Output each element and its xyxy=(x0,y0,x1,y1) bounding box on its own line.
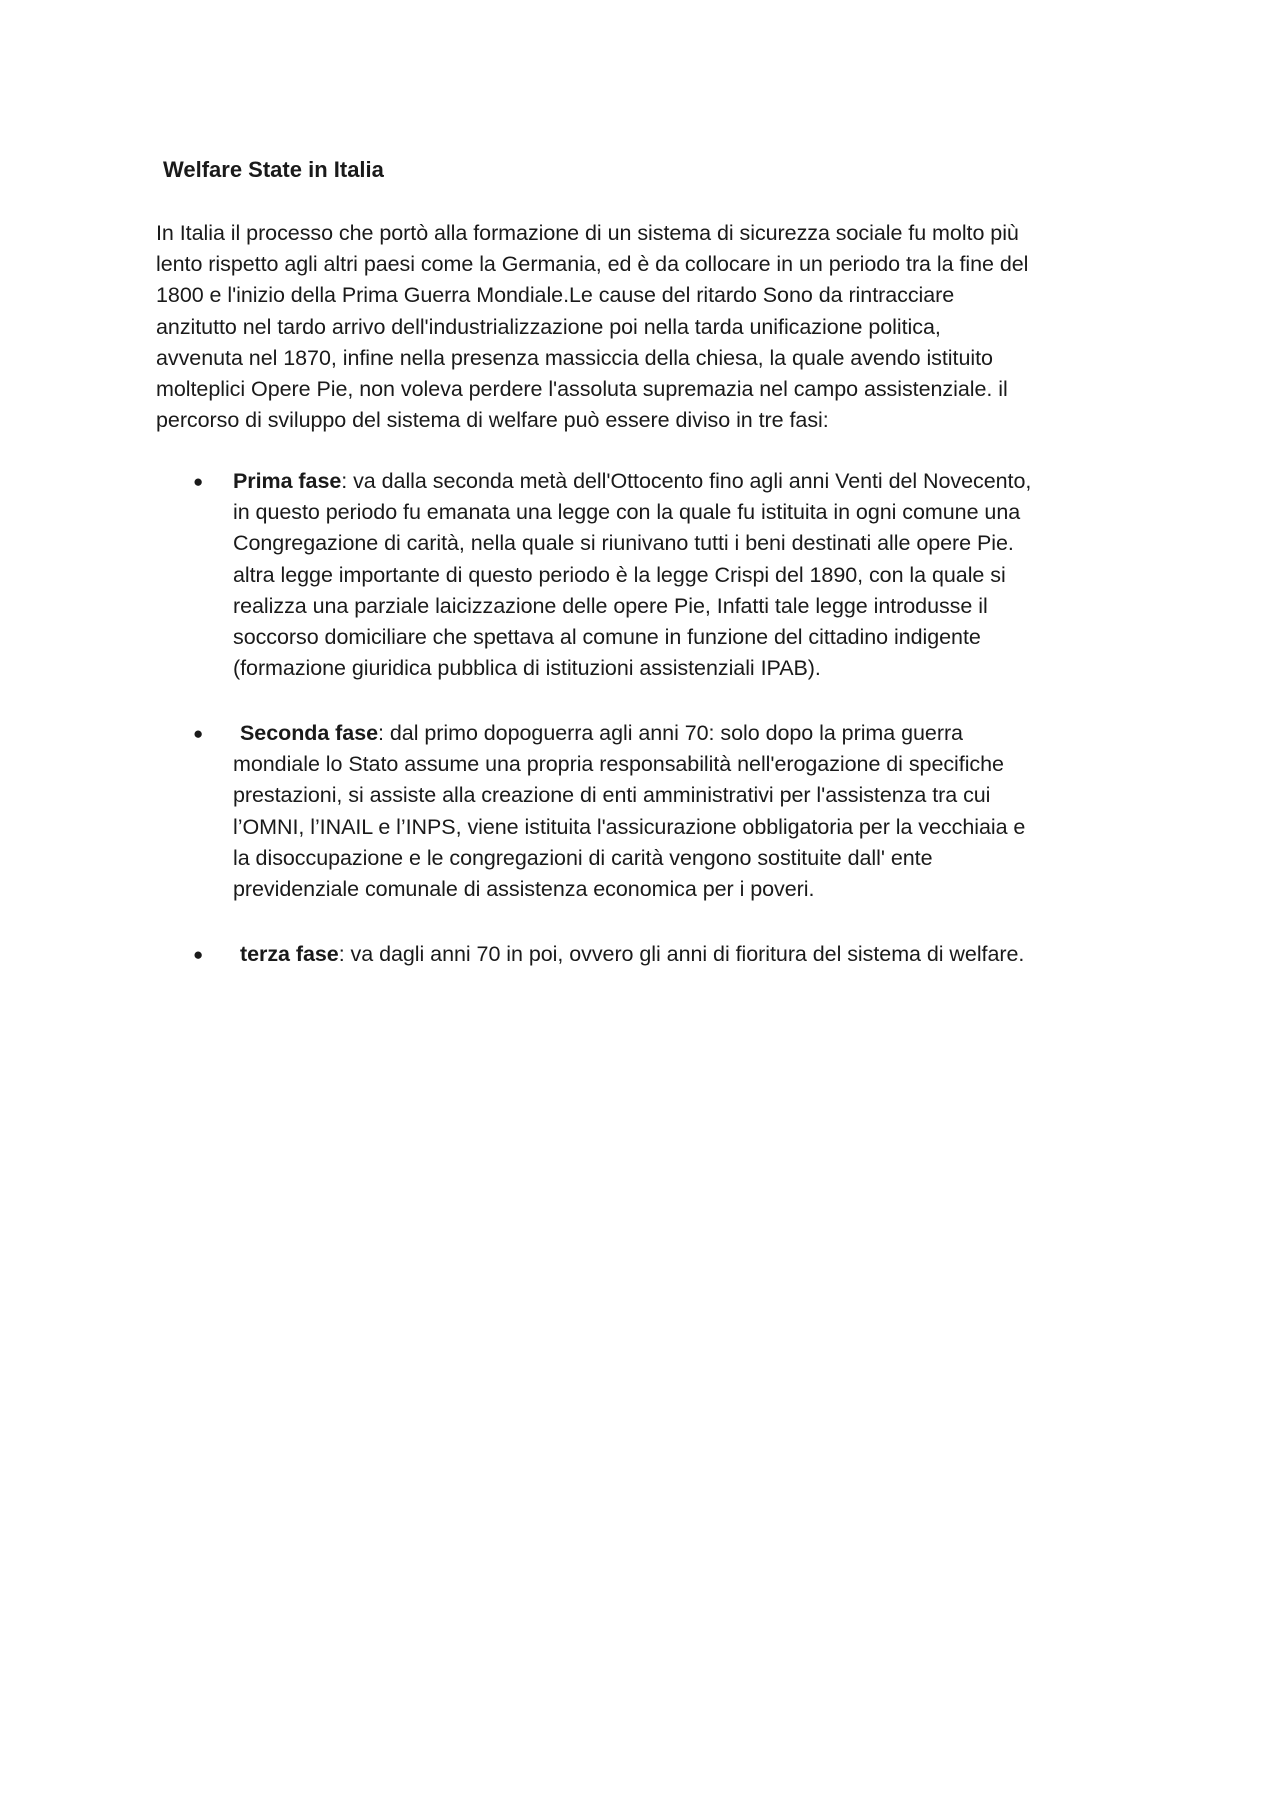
bullet-dot-icon: ● xyxy=(193,945,204,964)
phase-first-line-text: : dal primo dopoguerra agli anni 70: solo dopo la prima guerra xyxy=(378,721,963,745)
phase-line: l’OMNI, l’INAIL e l’INPS, viene istituita l'assicurazione obbligatoria per la vecchiaia e xyxy=(233,814,1026,839)
phase-paragraph xyxy=(233,939,1153,970)
phase-term: terza fase xyxy=(240,942,339,966)
phase-line: in questo periodo fu emanata una legge con la quale fu istituita in ogni comune una xyxy=(233,500,1021,525)
phase-first-line xyxy=(233,718,1153,749)
phase-first-line-text: : va dalla seconda metà dell'Ottocento fino agli anni Venti del Novecento, xyxy=(341,469,1032,493)
intro-line: lento rispetto agli altri paesi come la Germania, ed è da collocare in un periodo tra la fine del xyxy=(156,252,1029,277)
phase-paragraph xyxy=(233,718,1153,905)
phase-line: soccorso domiciliare che spettava al comune in funzione del cittadino indigente xyxy=(233,625,981,650)
phase-paragraph xyxy=(233,466,1153,684)
phase-term: Seconda fase xyxy=(240,721,379,745)
intro-line: In Italia il processo che portò alla formazione di un sistema di sicurezza sociale fu molto più xyxy=(156,221,1019,245)
phase-line: previdenziale comunale di assistenza economica per i poveri. xyxy=(233,877,815,902)
phase-line: la disoccupazione e le congregazioni di carità vengono sostituite dall' ente xyxy=(233,845,933,870)
intro-line: anzitutto nel tardo arrivo dell'industrializzazione poi nella tarda unificazione politica, xyxy=(156,314,941,339)
phase-first-line xyxy=(233,939,1153,970)
intro-line: avvenuta nel 1870, infine nella presenza massiccia della chiesa, la quale avendo istituito xyxy=(156,345,993,370)
phase-first-line xyxy=(233,466,1153,497)
phase-first-line-text: : va dagli anni 70 in poi, ovvero gli anni di fioritura del sistema di welfare. xyxy=(338,942,1025,966)
phase-line: altra legge importante di questo periodo è la legge Crispi del 1890, con la quale si xyxy=(233,562,1006,587)
intro-line: 1800 e l'inizio della Prima Guerra Mondiale.Le cause del ritardo Sono da rintracciare xyxy=(156,283,955,308)
document-title: Welfare State in Italia xyxy=(163,157,384,182)
bullet-dot-icon: ● xyxy=(193,472,204,491)
intro-line: percorso di sviluppo del sistema di welfare può essere diviso in tre fasi: xyxy=(156,408,829,433)
intro-paragraph xyxy=(156,218,1141,436)
phase-line: mondiale lo Stato assume una propria responsabilità nell'erogazione di specifiche xyxy=(233,752,1004,777)
phase-term: Prima fase xyxy=(233,469,342,493)
intro-line: molteplici Opere Pie, non voleva perdere l'assoluta supremazia nel campo assistenziale. il xyxy=(156,377,1008,402)
bullet-dot-icon: ● xyxy=(193,724,204,743)
phase-line: (formazione giuridica pubblica di istituzioni assistenziali IPAB). xyxy=(233,656,821,681)
phase-line: Congregazione di carità, nella quale si riunivano tutti i beni destinati alle opere Pie. xyxy=(233,531,1014,556)
phase-line: realizza una parziale laicizzazione delle opere Pie, Infatti tale legge introdusse il xyxy=(233,593,988,618)
phase-line: prestazioni, si assiste alla creazione di enti amministrativi per l'assistenza tra cui xyxy=(233,783,991,808)
